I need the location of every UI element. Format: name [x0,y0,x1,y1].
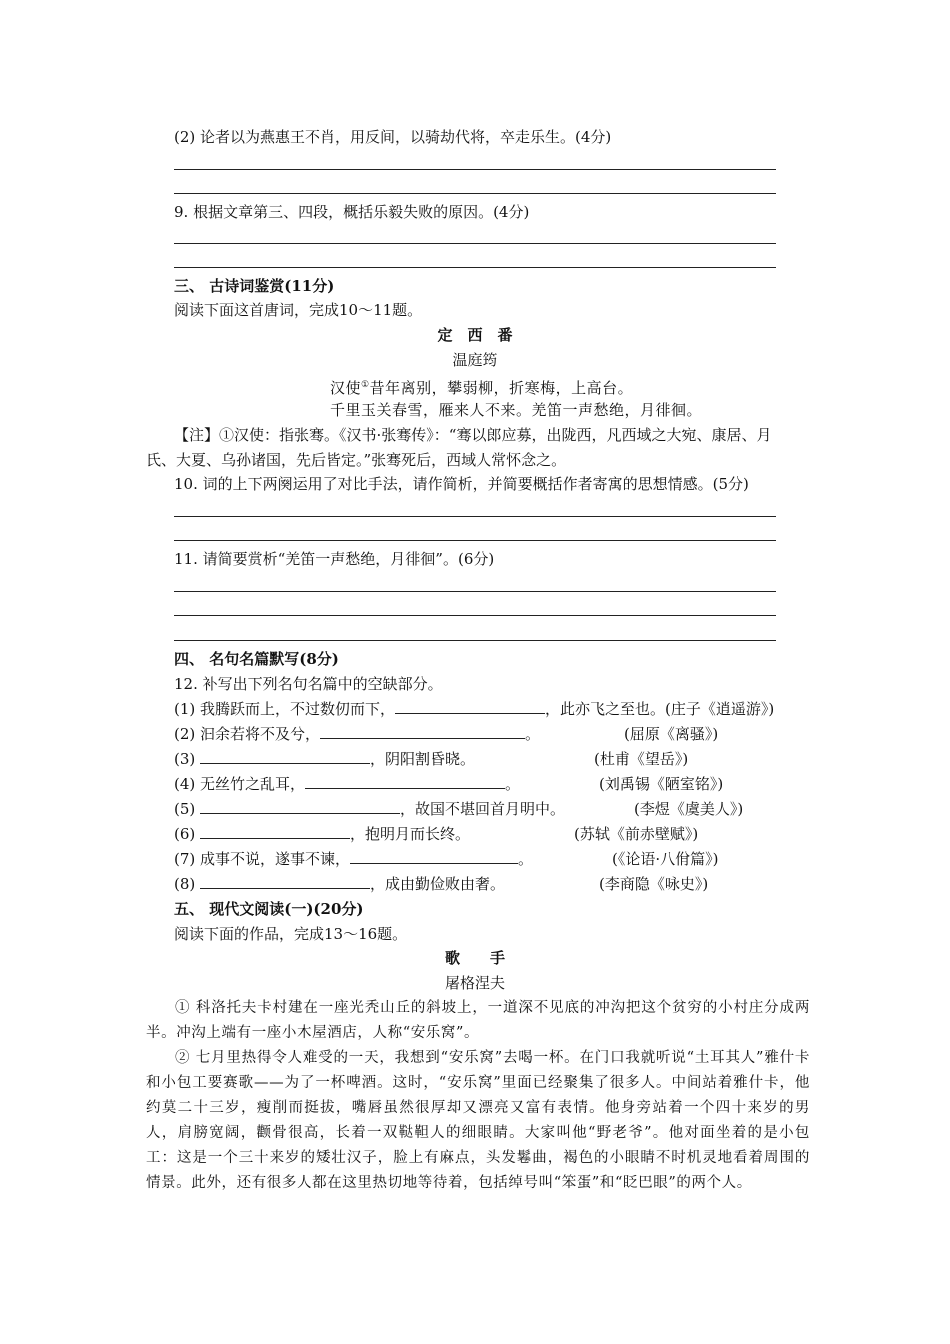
fill-item-text: (1) 我腾跃而上，不过数仞而下， [174,700,396,718]
fill-item-text: (3) [174,750,201,768]
section-3-heading: 三、 古诗词鉴赏(11分) [174,277,335,295]
fill-item-source: (李商隐《咏史》) [599,875,709,893]
fill-item-2 [174,724,540,744]
fill-item-3 [174,749,475,769]
fill-item-8 [174,874,505,894]
poem-author: 温庭筠 [452,351,498,369]
fill-item-text: ，阴阳割昏晓。 [370,750,476,768]
fill-item-source: (杜甫《望岳》) [594,750,689,768]
answer-line [174,591,776,592]
answer-line [174,243,776,244]
fill-item-source: (李煜《虞美人》) [634,800,744,818]
fill-item-text: ，成由勤俭败由奢。 [370,875,506,893]
answer-line [174,540,776,541]
answer-line [174,193,776,194]
answer-line [174,640,776,641]
poem-title: 定 西 番 [437,326,513,344]
poem-line-1 [330,375,633,398]
fill-item-source: (刘禹锡《陋室铭》) [599,775,724,793]
blank-field[interactable] [305,774,505,789]
fill-item-text: ，抱明月而长终。 [350,825,471,843]
blank-field[interactable] [395,699,545,714]
fill-item-text: 。 [518,850,534,868]
question-11: 11. 请简要赏析“羌笛一声愁绝，月徘徊”。(6分) [174,550,495,568]
story-author: 屠格涅夫 [444,974,505,992]
fill-item-4 [174,774,520,794]
story-title: 歌 手 [444,949,505,967]
blank-field[interactable] [320,724,525,739]
blank-field[interactable] [200,749,370,764]
section-3-intro: 阅读下面这首唐词，完成10～11题。 [174,301,423,319]
blank-field[interactable] [200,799,400,814]
fill-item-5 [174,799,565,819]
poem-line-1-start: 汉使 [330,379,362,397]
fill-item-7 [174,849,533,869]
footnote-line-2: 氏、大夏、乌孙诸国，先后皆定。”张骞死后，西域人常怀念之。 [146,451,567,469]
answer-line [174,615,776,616]
question-9: 9. 根据文章第三、四段，概括乐毅失败的原因。(4分) [174,203,530,221]
blank-field[interactable] [200,874,370,889]
fill-item-1 [174,699,774,719]
fill-item-text: 。 [505,775,521,793]
fill-item-source: (屈原《离骚》) [624,725,719,743]
answer-line [174,267,776,268]
section-5-heading: 五、 现代文阅读(一)(20分) [174,900,364,918]
section-4-heading: 四、 名句名篇默写(8分) [174,650,339,668]
fill-item-text: ，此亦飞之至也。(庄子《逍遥游》) [545,700,775,718]
question-8-2: (2) 论者以为燕惠王不肖，用反间，以骑劫代将，卒走乐生。(4分) [174,128,612,146]
poem-line-2: 千里玉关春雪，雁来人不来。羌笛一声愁绝，月徘徊。 [330,401,703,419]
question-10: 10. 词的上下两阕运用了对比手法，请作简析，并简要概括作者寄寓的思想情感。(5分) [174,475,749,493]
fill-item-source: (苏轼《前赤壁赋》) [574,825,699,843]
fill-item-text: (8) [174,875,201,893]
fill-item-6 [174,824,470,844]
fill-item-text: (5) [174,800,201,818]
footnote-marker: ① [361,380,370,390]
blank-field[interactable] [200,824,350,839]
fill-item-text: (2) 汩余若将不及兮， [174,725,321,743]
blank-field[interactable] [350,849,518,864]
fill-item-text: ，故国不堪回首月明中。 [400,800,566,818]
fill-item-text: (7) 成事不说，遂事不谏， [174,850,351,868]
fill-item-text: 。 [525,725,541,743]
story-paragraph-2: ② 七月里热得令人难受的一天，我想到“安乐窝”去喝一杯。在门口我就听说“土耳其人”雅什卡和小包工要赛歌——为了一杯啤酒。这时，“安乐窝”里面已经聚集了很多人。中间站着雅什卡，他约莫二十三岁，瘦削而挺拔，嘴唇虽然很厚却又漂亮又富有表情。他身旁站着一个四十来岁的男人，肩膀宽阔，颧骨很高，长着一双鞑靼人的细眼睛。大家叫他“野老爷”。他对面坐着的是小包工：这是一个三十来岁的矮壮汉子，脸上有麻点，头发鬈曲，褐色的小眼睛不时机灵地看着周围的情景。此外，还有很多人都在这里热切地等待着，包括绰号叫“笨蛋”和“眨巴眼”的两个人。 [146,1050,810,1191]
answer-line [174,169,776,170]
footnote-line-1: 【注】①汉使：指张骞。《汉书·张骞传》：“骞以郎应募，出陇西，凡西域之大宛、康居、月 [174,426,772,444]
fill-item-source: (《论语·八佾篇》) [612,850,719,868]
story-paragraph-1: ① 科洛托夫卡村建在一座光秃山丘的斜坡上，一道深不见底的冲沟把这个贫穷的小村庄分成两半。冲沟上端有一座小木屋酒店，人称“安乐窝”。 [146,1000,810,1041]
fill-item-text: (6) [174,825,201,843]
section-5-intro: 阅读下面的作品，完成13～16题。 [174,925,408,943]
fill-item-text: (4) 无丝竹之乱耳， [174,775,306,793]
question-12: 12. 补写出下列名句名篇中的空缺部分。 [174,675,443,693]
poem-line-1-rest: 昔年离别，攀弱柳，折寒梅，上高台。 [369,379,634,397]
answer-line [174,516,776,517]
